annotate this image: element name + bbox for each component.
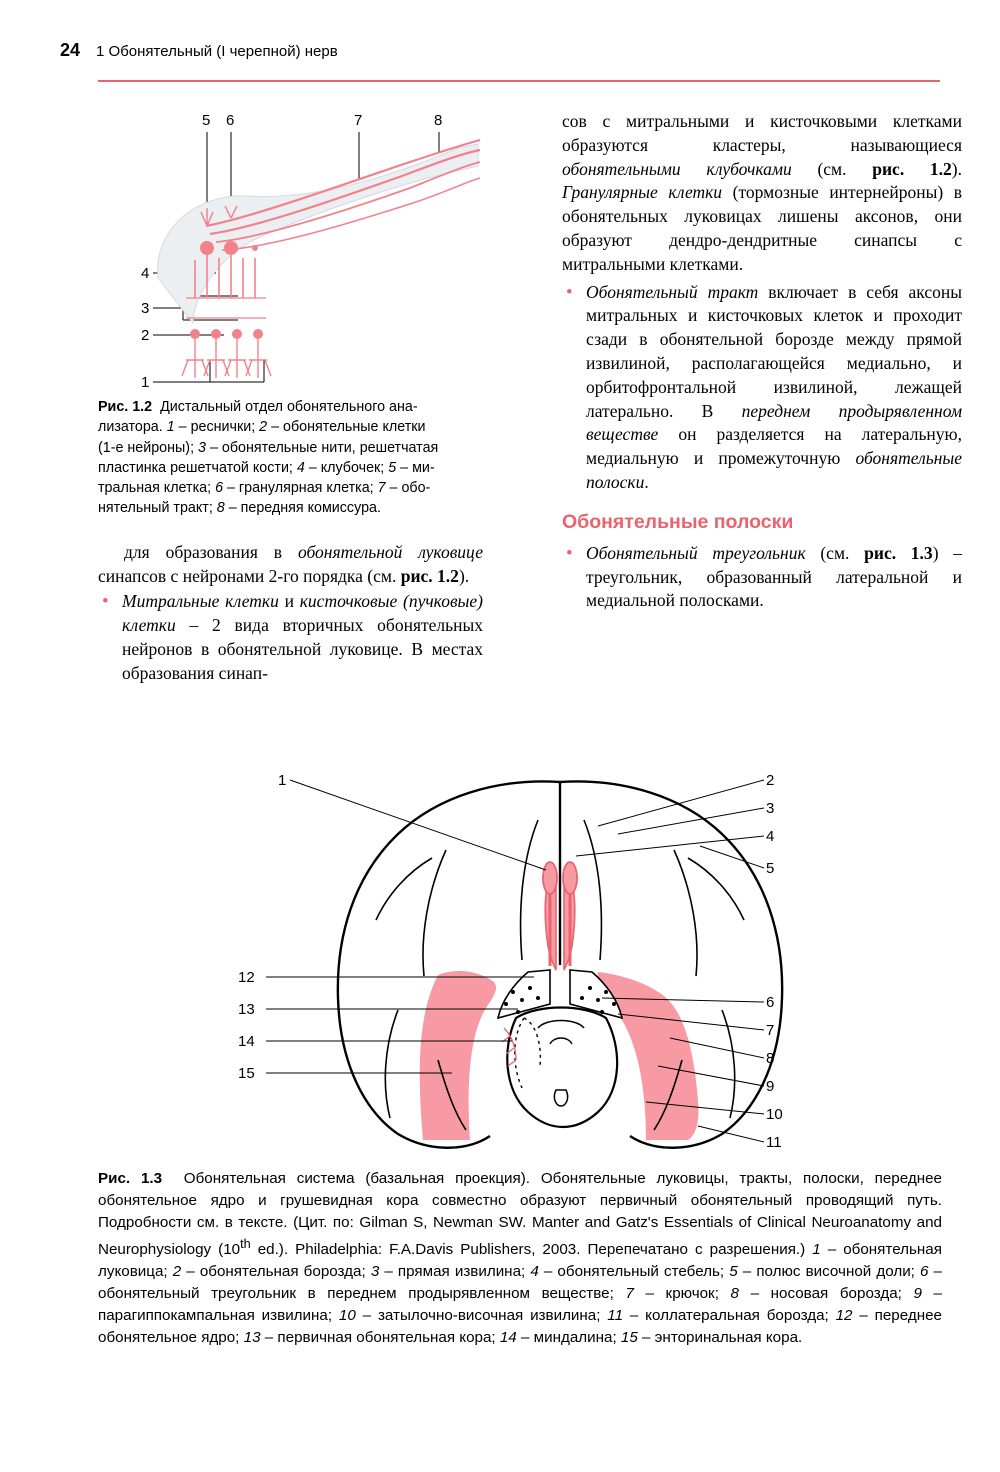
rp1-d: рис. 1.2 (872, 158, 952, 179)
figure-1-3-label-10: 10 (766, 1106, 783, 1123)
page-header (60, 40, 940, 61)
rp1-c: (см. (791, 158, 873, 179)
rb1-e: обонятельные полоски (586, 448, 962, 492)
figure-1-3-label-13: 13 (238, 1001, 255, 1018)
figure-1-3-label-8: 8 (766, 1050, 775, 1067)
figure-1-2-illustration (98, 108, 483, 393)
page-number: 24 (60, 40, 81, 60)
lp1-d: рис. 1.2 (400, 565, 459, 586)
rb1-d: он разделяется на латеральную, медиальную и промежуточную (586, 424, 962, 469)
figure-1-3-label-6: 6 (766, 994, 775, 1011)
figure-1-3-label-12: 12 (238, 969, 255, 986)
figure-1-3-label-9: 9 (766, 1078, 775, 1095)
lb1-b: и (278, 591, 300, 612)
caption-superscript-th: th (240, 1236, 251, 1251)
figure-1-3-caption-legend: 1 – обонятельная луковица; 2 – обонятельная борозда; 3 – прямая извилина; 4 – обонятельный стебель; 5 – полюс височной доли; 6 – обонятельный треугольник в переднем продырявленном веществе; 7 – крючок; 8 – носовая борозда; 9 – парагиппокампальная извилина; 10 – затылочно-височная извилина; 11 – коллатеральная борозда; 12 – переднее обонятельное ядро; 13 – первичная обонятельная кора; 14 – миндалина; 15 – энторинальная кора. (98, 1240, 943, 1347)
figure-1-3-caption-title: Рис. 1.3 (98, 1170, 163, 1187)
rp1-e: ). (951, 158, 962, 179)
figure-1-3-label-15: 15 (238, 1065, 255, 1082)
rb1-c: переднем продырявленном веществе (586, 400, 962, 445)
chapter-title: 1 Обонятельный (I черепной) нерв (96, 43, 338, 60)
right-bullet-tract (562, 281, 962, 495)
right-column (562, 110, 962, 613)
lp1-c: синапсов с нейронами 2-го порядка (см. (98, 565, 401, 586)
figure-1-3-label-1: 1 (278, 772, 287, 789)
left-paragraph-1 (98, 541, 483, 589)
right-paragraph-continuation (562, 110, 962, 277)
figure-1-2-label-1: 1 (141, 374, 150, 391)
figure-1-2 (98, 108, 483, 393)
right-bullet-triangle (562, 542, 962, 613)
rb1-f: . (644, 471, 649, 492)
right-bullet-tract-wrap (562, 281, 962, 495)
figure-1-3-illustration (98, 760, 940, 1160)
figure-1-3-label-4: 4 (766, 828, 775, 845)
figure-1-2-caption (98, 397, 483, 519)
figure-1-2-label-4: 4 (141, 265, 150, 282)
figure-1-2-caption-line-1: лизатора. 1 – реснички; 2 – обонятельные клетки (98, 419, 426, 436)
lp1-e: ). (458, 565, 470, 586)
left-bullet-mitral (98, 590, 483, 685)
rb1-b: включает в себя аксоны митральных и кисточковых клеток и проходит сзади в обонятельной борозде между прямой извилиной, располагающейся медиально, и орбитофронтальной извилиной, лежащей латерально. В (586, 281, 962, 421)
figure-1-2-caption-line-3: пластинка решетчатой кости; 4 – клубочек; 5 – ми- (98, 459, 435, 476)
rp1-f: Гранулярные клетки (562, 182, 723, 203)
rb2-c: рис. 1.3 (864, 542, 933, 563)
rp1-b: обонятельными клубочками (562, 158, 792, 179)
figure-1-2-label-7: 7 (354, 112, 363, 129)
figure-1-3-caption-body: Обонятельная система (базальная проекция). Обонятельные луковицы, тракты, полоски, переднее обонятельное ядро и грушевидная кора совместно образуют первичный обонятельный проводящий путь. Подробности см. в тексте. (Цит. по: Gilman S, Newman SW. Manter and Gatz's Essentials of Clinical Neuroanatomy and Neurophysiology (10th ed.). Philadelphia: F.A.Davis Publishers, 2003. Перепечатано с разрешения.) (98, 1170, 942, 1258)
lb1-a: Митральные клетки (122, 591, 279, 612)
figure-1-2-caption-line-5: нятельный тракт; 8 – передняя комиссура. (98, 500, 381, 517)
figure-1-2-label-2: 2 (141, 327, 150, 344)
figure-1-2-caption-title: Рис. 1.2 (98, 399, 153, 415)
rp1-a: сов с митральными и кисточковыми клетками образуются кластеры, называющиеся (562, 111, 962, 155)
rb2-d: ) – треугольник, образованный латеральной и медиальной полосками. (586, 542, 962, 611)
header-rule (98, 80, 940, 82)
figure-1-3 (98, 760, 940, 1160)
figure-1-3-label-5: 5 (766, 860, 775, 877)
figure-1-2-label-6: 6 (226, 112, 235, 129)
figure-1-3-label-2: 2 (766, 772, 775, 789)
figure-1-3-label-3: 3 (766, 800, 775, 817)
lb1-d: – 2 вида вторичных обонятельных нейронов в обонятельной луковице. В местах образования синап- (122, 615, 483, 683)
figure-1-2-caption-lead: Дистальный отдел обонятельного ана- (160, 399, 418, 415)
right-bullet-triangle-wrap (562, 542, 962, 613)
rb2-b: (см. (805, 542, 865, 563)
figure-1-3-label-7: 7 (766, 1022, 775, 1039)
figure-1-2-label-8: 8 (434, 112, 443, 129)
lb1-c: кисточковые (пучковые) клетки (122, 591, 483, 636)
figure-1-3-caption (98, 1168, 942, 1350)
figure-1-3-label-14: 14 (238, 1033, 255, 1050)
rb2-a: Обонятельный треугольник (586, 542, 806, 563)
figure-1-2-label-3: 3 (141, 300, 150, 317)
figure-1-2-caption-line-4: тральная клетка; 6 – гранулярная клетка; 7 – обо- (98, 480, 431, 497)
figure-1-2-label-5: 5 (202, 112, 211, 129)
rb1-a: Обонятельный тракт (586, 281, 759, 302)
left-column (98, 108, 483, 686)
figure-1-2-caption-line-2: (1-е нейроны); 3 – обонятельные нити, решетчатая (98, 439, 439, 456)
left-column-body (98, 541, 483, 686)
figure-1-3-label-11: 11 (766, 1134, 782, 1151)
section-heading-olfactory-stripes: Обонятельные полоски (562, 510, 794, 533)
lp1-a: для образования в (124, 541, 298, 562)
right-paragraph-top (562, 110, 962, 277)
lp1-b: обонятельной луковице (297, 541, 484, 562)
rp1-g: (тормозные интернейроны) в обонятельных луковицах лишены аксонов, они образуют дендро-дендритные синапсы с митральными клетками. (562, 182, 962, 274)
